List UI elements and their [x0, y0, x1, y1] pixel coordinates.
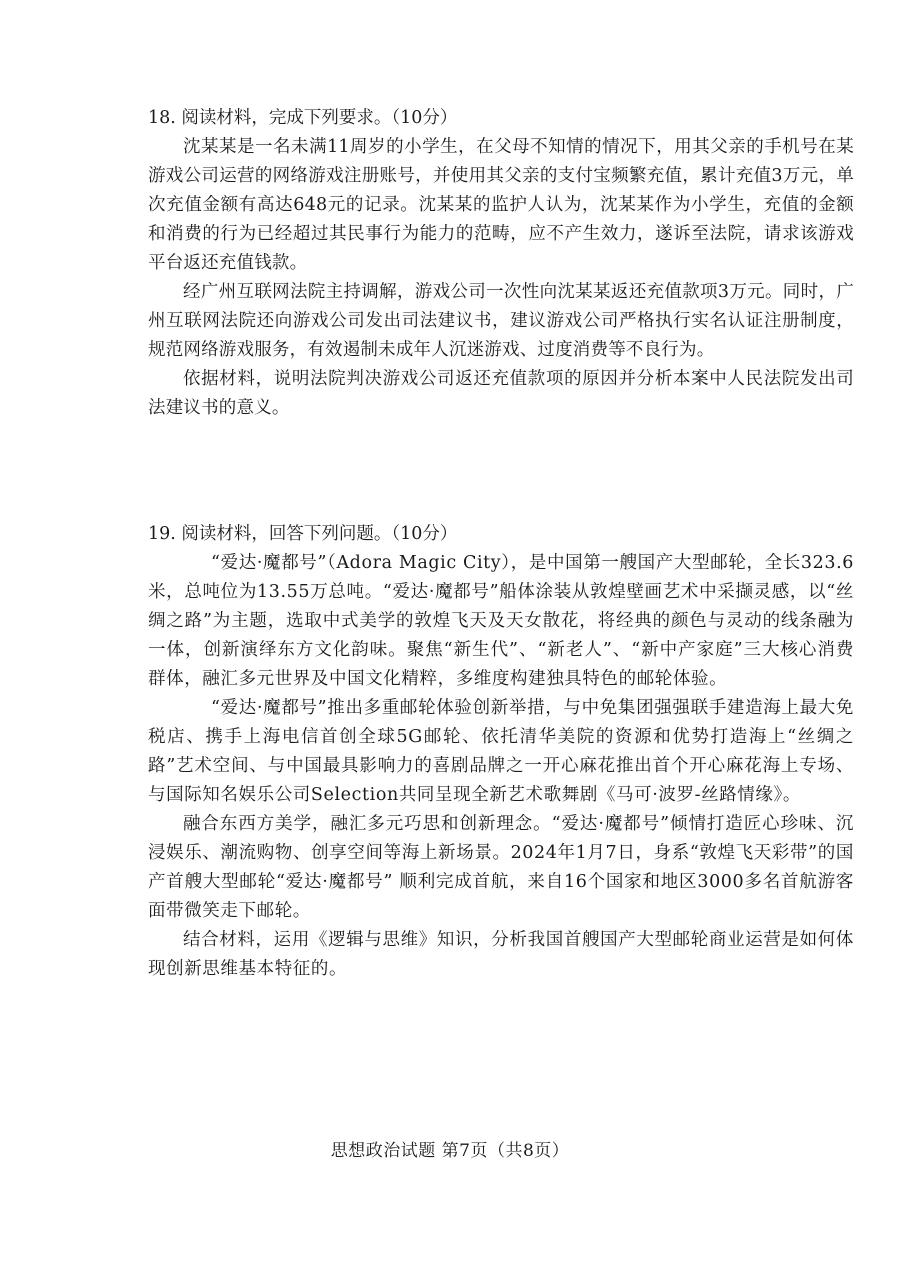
question-18-requirement: 依据材料，说明法院判决游戏公司返还充值款项的原因并分析本案中人民法院发出司法建议书的意义。: [148, 369, 854, 418]
question-19-title: 19. 阅读材料，回答下列问题。（10分）: [148, 524, 458, 544]
question-18: [148, 104, 854, 423]
question-18-material-paragraph: 经广州互联网法院主持调解，游戏公司一次性向沈某某返还充值款项3万元。同时，广州互联网法院还向游戏公司发出司法建议书，建议游戏公司严格执行实名认证注册制度，规范网络游戏服务，有效遏制未成年人沉迷游戏、过度消费等不良行为。: [148, 282, 854, 360]
question-18-title: 18. 阅读材料，完成下列要求。（10分）: [148, 108, 458, 128]
question-19-requirement: 结合材料，运用《逻辑与思维》知识，分析我国首艘国产大型邮轮商业运营是如何体现创新思维基本特征的。: [148, 930, 854, 979]
question-18-material-paragraph: 沈某某是一名未满11周岁的小学生，在父母不知情的情况下，用其父亲的手机号在某游戏公司运营的网络游戏注册账号，并使用其父亲的支付宝频繁充值，累计充值3万元，单次充值金额有高达648元的记录。沈某某的监护人认为，沈某某作为小学生，充值的金额和消费的行为已经超过其民事行为能力的范畴，应不产生效力，遂诉至法院，请求该游戏平台返还充值钱款。: [148, 137, 854, 273]
page-footer: 思想政治试题 第7页（共8页）: [330, 1141, 570, 1161]
question-19-material-paragraph: “爱达·魔都号”（Adora Magic City），是中国第一艘国产大型邮轮，全长323.6米，总吨位为13.55万总吨。“爱达·魔都号”船体涂装从敦煌壁画艺术中采撷灵感，以“丝绸之路”为主题，选取中式美学的敦煌飞天及天女散花，将经典的颜色与灵动的线条融为一体，创新演绎东方文化韵味。聚焦“新生代”、“新老人”、“新中产家庭”三大核心消费群体，融汇多元世界及中国文化精粹，多维度构建独具特色的邮轮体验。: [148, 553, 854, 689]
question-19: [148, 520, 854, 984]
question-19-material-paragraph: 融合东西方美学，融汇多元巧思和创新理念。“爱达·魔都号”倾情打造匠心珍味、沉浸娱乐、潮流购物、创享空间等海上新场景。2024年1月7日，身系“敦煌飞天彩带”的国产首艘大型邮轮“爱达·魔都号” 顺利完成首航，来自16个国家和地区3000多名首航游客面带微笑走下邮轮。: [148, 814, 854, 921]
question-19-material-paragraph: “爱达·魔都号”推出多重邮轮体验创新举措，与中免集团强强联手建造海上最大免税店、携手上海电信首创全球5G邮轮、依托清华美院的资源和优势打造海上“丝绸之路”艺术空间、与中国最具影响力的喜剧品牌之一开心麻花推出首个开心麻花海上专场、与国际知名娱乐公司Selection共同呈现全新艺术歌舞剧《马可·波罗-丝路情缘》。: [148, 698, 854, 805]
